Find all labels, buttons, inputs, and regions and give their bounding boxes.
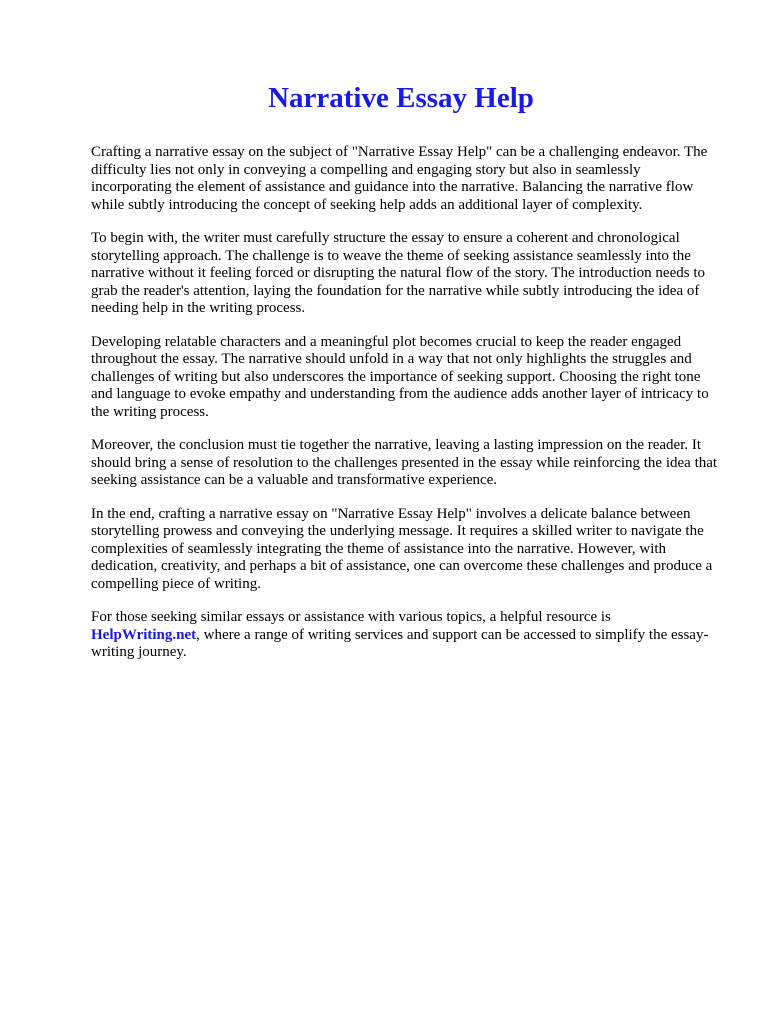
paragraph-5: In the end, crafting a narrative essay on "Narrative Essay Help" involves a delicate balance between storytelling prowess and conveying the underlying message. It requires a skilled writer to navigate the complexities of seamlessly integrating the theme of assistance into the narrative. However, with dedication, creativity, and perhaps a bit of assistance, one can overcome these challenges and produce a compelling piece of writing. [91,505,713,592]
paragraph-3: Developing relatable characters and a meaningful plot becomes crucial to keep the reader engaged throughout the essay. The narrative should unfold in a way that not only highlights the struggles and challenges of writing but also underscores the importance of seeking support. Choosing the right tone and language to evoke empathy and understanding from the audience adds another layer of intricacy to the writing process. [91,333,709,420]
paragraph-1: Crafting a narrative essay on the subject of "Narrative Essay Help" can be a challenging endeavor. The difficulty lies not only in conveying a compelling and engaging story but also in seamlessly incorporating the element of assistance and guidance into the narrative. Balancing the narrative flow while subtly introducing the concept of seeking help adds an additional layer of complexity. [91,144,708,213]
paragraph-6-intro: For those seeking similar essays or assistance with various topics, a helpful resource is [91,609,611,625]
helpwriting-link[interactable]: HelpWriting.net [91,626,197,643]
paragraph-2: To begin with, the writer must carefully structure the essay to ensure a coherent and chronological storytelling approach. The challenge is to weave the theme of seeking assistance seamlessly into the narrative without it feeling forced or disrupting the natural flow of the story. The introduction needs to grab the reader's attention, laying the foundation for the narrative while subtly introducing the idea of needing help in the writing process. [91,230,706,316]
paragraph-6 [91,609,723,662]
document-page [91,80,723,678]
essay-body [91,144,723,662]
paragraph-4: Moreover, the conclusion must tie together the narrative, leaving a lasting impression on the reader. It should bring a sense of resolution to the challenges presented in the essay while reinforcing the idea that seeking assistance can be a valuable and transformative experience. [91,437,718,488]
paragraph-6-outro: , where a range of writing services and support can be accessed to simplify the essay-writing journey. [91,626,709,660]
page-title: Narrative Essay Help [268,82,534,114]
